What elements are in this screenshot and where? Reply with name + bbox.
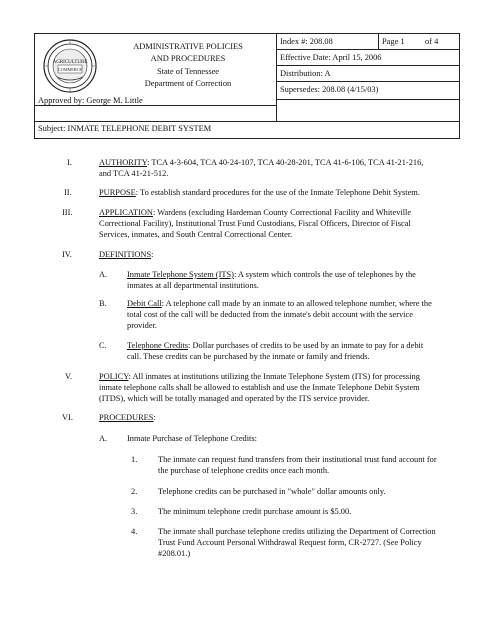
def-a-line-2: inmates at all departmental institutions. [127,281,259,290]
section-5-line-2: inmate telephone calls shall be allowed to establish and use the Inmate Telephone Debit System [99,383,420,392]
proc-item-3-number: 3. [131,507,138,516]
supersedes: Supersedes: 208.08 (4/15/03) [280,85,379,94]
page-number: Page 1 [382,37,405,46]
section-4-number: IV. [62,250,72,259]
proc-item-3-line-1: The minimum telephone credit purchase amount is $5.00. [158,507,352,516]
section-1-line-2: and TCA 41-21-512. [99,169,169,178]
approved-by: Approved by: George M. Little [38,96,143,105]
header-subject-line [34,121,460,122]
section-3-heading: APPLICATION [99,208,153,217]
def-c-line-2: call. These credits can be purchased by the inmate or family and friends. [127,352,370,361]
proc-item-4-line-2: Trust Fund Account Personal Withdrawal Request form, CR-2727. (See Policy [158,538,422,547]
def-c-letter: C. [99,341,107,350]
def-c-text [127,341,423,352]
header-row-line-2 [276,65,460,66]
def-c-heading: Telephone Credits [127,341,189,350]
section-3-line-3: Services, inmates, and South Central Correctional Center. [99,230,293,239]
subject: Subject: INMATE TELEPHONE DEBIT SYSTEM [38,124,212,133]
proc-item-1-number: 1. [131,455,138,464]
index-number: Index #: 208.08 [280,37,333,46]
def-b-line-3: provider. [127,321,158,330]
proc-item-1-line-1: The inmate can request fund transfers from their institutional trust fund account for [158,455,437,464]
section-6-text [99,413,156,424]
def-b-heading: Debit Call [127,299,162,308]
def-c-line-1: : Dollar purchases of credits to be used by an inmate to pay for a debit [188,341,424,350]
section-3-line-2: Correctional Facility), Institutional Trust Fund Custodians, Fiscal Officers, Director of Fiscal [99,219,411,228]
header-divider-vertical [276,33,277,121]
distribution: Distribution: A [280,69,331,78]
def-a-line-1: : A system which controls the use of telephones by the [233,270,416,279]
header-row-line-1 [276,49,460,50]
def-b-line-2: total cost of the call will be deducted from the inmate's debit account with the service [127,310,413,319]
def-b-letter: B. [99,299,107,308]
proc-item-4-line-3: #208.01.) [158,549,191,558]
agency-line-3: State of Tennessee [156,67,220,76]
section-6-heading: PROCEDURES [99,413,154,422]
agency-line-2: AND PROCEDURES [150,54,226,63]
section-5-line-3: (ITDS), which will be totally managed and operated by the ITS service provider. [99,394,370,403]
header-divider-page [378,33,379,49]
section-5-heading: POLICY [99,372,129,381]
proc-item-4-number: 4. [131,527,138,536]
svg-text:COMMERCE: COMMERCE [58,67,82,72]
def-a-letter: A. [99,270,108,279]
proc-item-4-line-1: The inmate shall purchase telephone credits utilizing the Department of Correction [158,527,436,536]
proc-item-1-line-2: the purchase of telephone credits once each month. [158,466,330,475]
section-2-text [99,188,420,199]
proc-a-letter: A. [99,434,108,443]
section-5-number: V. [65,372,73,381]
svg-text:AGRICULTURE: AGRICULTURE [52,60,88,65]
section-2-number: II. [64,188,72,197]
effective-date: Effective Date: April 15, 2006 [280,53,382,62]
section-1-number: I. [67,158,72,167]
section-2-line-1: : To establish standard procedures for the use of the Inmate Telephone Debit System. [135,188,420,197]
section-1-heading: AUTHORITY [99,158,148,167]
def-b-text [127,299,432,310]
section-6-colon: : [153,413,156,422]
section-1-line-1: : TCA 4-3-604, TCA 40-24-107, TCA 40-28-201, TCA 41-6-106, TCA 41-21-216, [147,158,424,167]
section-5-text [99,372,420,383]
proc-a-title: Inmate Purchase of Telephone Credits: [127,434,257,443]
section-4-text [99,250,153,261]
tennessee-seal-icon [43,39,97,93]
page-of: of 4 [425,37,439,46]
section-3-line-1: : Wardens (excluding Hardeman County Correctional Facility and Whiteville [152,208,412,217]
agency-line-1: ADMINISTRATIVE POLICIES [133,42,243,51]
section-5-line-1: : All inmates at institutions utilizing the Inmate Telephone System (ITS) for processing [128,372,420,381]
header-row-line-3 [276,81,460,82]
section-3-text [99,208,411,219]
agency-line-4: Department of Correction [144,79,232,88]
section-2-heading: PURPOSE [99,188,136,197]
section-1-text [99,158,423,169]
section-4-colon: : [151,250,154,259]
section-6-number: VI. [62,413,73,422]
proc-item-2-line-1: Telephone credits can be purchased in "whole" dollar amounts only. [158,487,386,496]
def-a-text [127,270,416,281]
def-a-heading: Inmate Telephone System (ITS) [127,270,234,279]
section-3-number: III. [62,208,73,217]
def-b-line-1: : A telephone call made by an inmate to an allowed telephone number, where the [161,299,432,308]
proc-item-2-number: 2. [131,487,138,496]
header-approved-line-right [276,99,460,100]
section-4-heading: DEFINITIONS [99,250,152,259]
